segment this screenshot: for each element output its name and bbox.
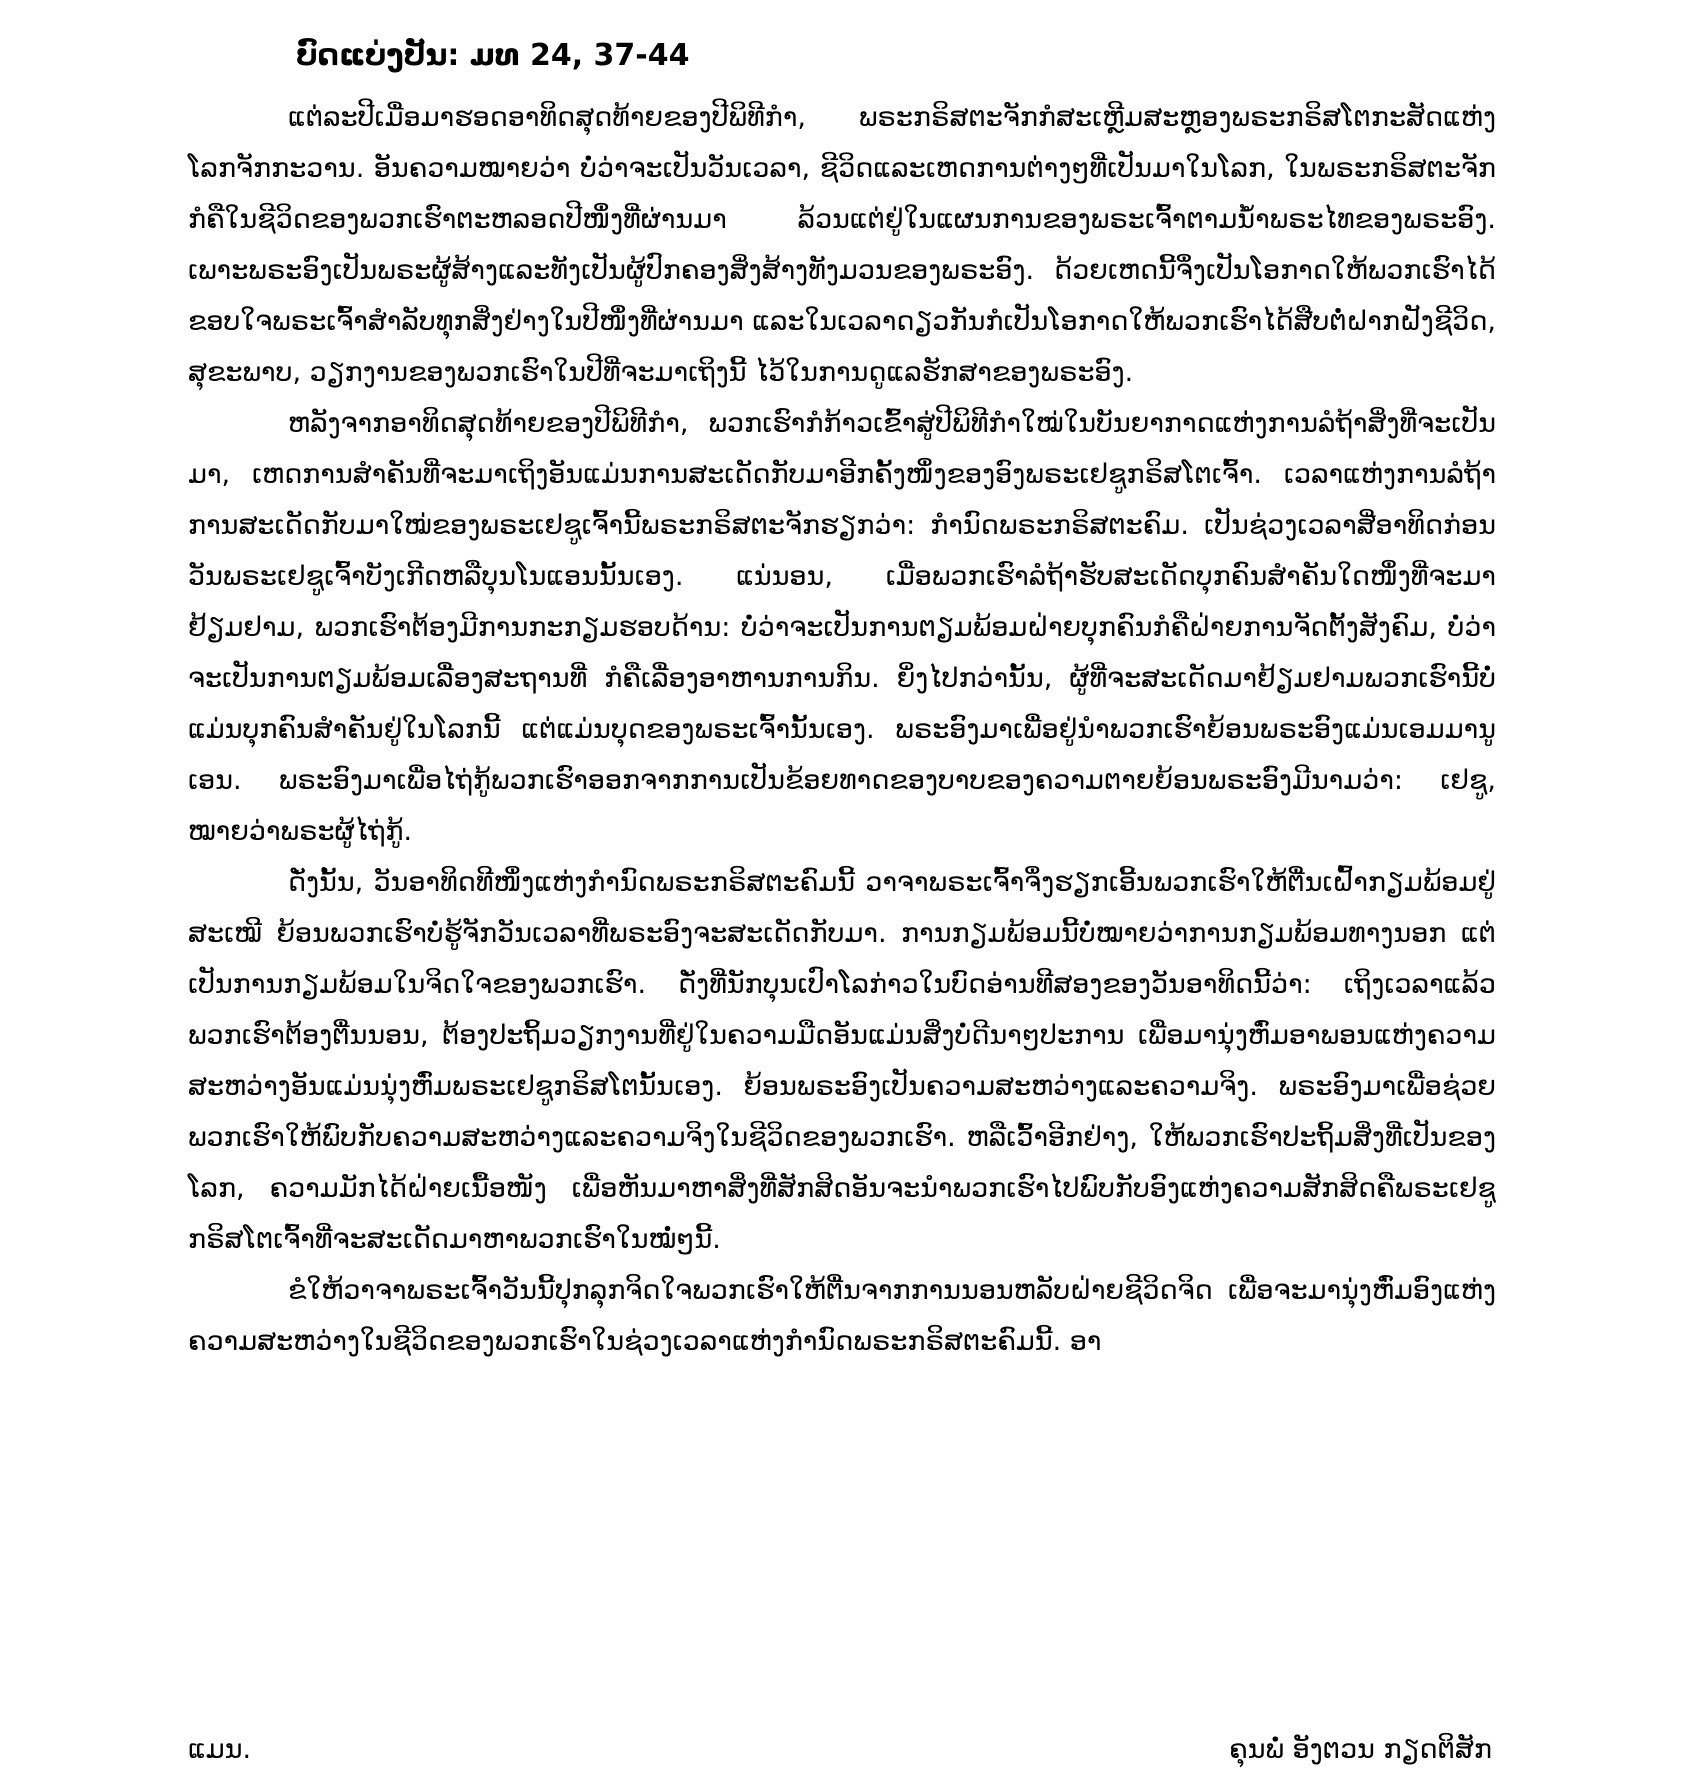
paragraph-1: ແຕ່ລະປີເມື່ອມາຮອດອາທິດສຸດທ້າຍຂອງປີພິທີກຳ, ພຣະກຣິສຕະຈັກກໍສະເຫຼີມສະຫຼອງພຣະກຣິສໂຕກະສັດແຫ່ງໂລກຈັກກະວານ. ອັນຄວາມໝາຍວ່າ ບໍ່ວ່າຈະເປັນວັນເວລາ, ຊີວິດແລະເຫດການຕ່າງໆທີ່ເປັນມາໃນໂລກ, ໃນພຣະກຣິສຕະຈັກ ກໍຄືໃນຊີວິດຂອງພວກເຮົາຕະຫລອດປີໜຶ່ງທີ່ຜ່ານມາ ລ້ວນແຕ່ຢູ່ໃນແຜນການຂອງພຣະເຈົ້າຕາມນ້ຳພຣະໄທຂອງພຣະອົງ. ເພາະພຣະອົງເປັນພຣະຜູ້ສ້າງແລະທັງເປັນຜູ້ປົກຄອງສິ່ງສ້າງທັງມວນຂອງພຣະອົງ. ດ້ວຍເຫດນີ້ຈຶ່ງເປັນໂອກາດໃຫ້ພວກເຮົາໄດ້ຂອບໃຈພຣະເຈົ້າສຳລັບທຸກສິ່ງຢ່າງໃນປີໜຶ່ງທີ່ຜ່ານມາ ແລະໃນເວລາດຽວກັນກໍເປັນໂອກາດໃຫ້ພວກເຮົາໄດ້ສືບຕໍ່ຝາກຝັງຊີວິດ, ສຸຂະພາບ, ວຽກງານຂອງພວກເຮົາໃນປີທີ່ຈະມາເຖິງນີ້ ໄວ້ໃນການດູແລຮັກສາຂອງພຣະອົງ. <box>188 102 1496 388</box>
paragraph-2: ຫລັງຈາກອາທິດສຸດທ້າຍຂອງປີພິທີກຳ, ພວກເຮົາກໍກ້າວເຂົ້າສູ່ປີພິທີກຳໃໝ່ໃນບັນຍາກາດແຫ່ງການລໍຖ້າສິ່ງທີ່ຈະເປັນມາ, ເຫດການສຳຄັນທີ່ຈະມາເຖິງອັນແມ່ນການສະເດັດກັບມາອີກຄັ້ງໜຶ່ງຂອງອົງພຣະເຢຊູກຣິສໂຕເຈົ້າ. ເວລາແຫ່ງການລໍຖ້າການສະເດັດກັບມາໃໝ່ຂອງພຣະເຢຊູເຈົ້ານີ້ພຣະກຣິສຕະຈັກຮຽກວ່າ: ກຳນົດພຣະກຣິສຕະຄົມ. ເປັນຊ່ວງເວລາສີ່ອາທິດກ່ອນວັນພຣະເຢຊູເຈົ້າບັງເກີດຫລືບຸນໂນແອນນັ້ນເອງ. ແນ່ນອນ, ເມື່ອພວກເຮົາລໍຖ້າຮັບສະເດັດບຸກຄົນສຳຄັນໃດໜຶ່ງທີ່ຈະມາຢ້ຽມຢາມ, ພວກເຮົາຕ້ອງມີການກະກຽມຮອບດ້ານ: ບໍ່ວ່າຈະເປັນການຕຽມພ້ອມຝ່າຍບຸກຄົນກໍຄືຝ່າຍການຈັດຕັ້ງສັງຄົມ, ບໍ່ວ່າຈະເປັນການຕຽມພ້ອມເລື່ອງສະຖານທີ່ ກໍຄືເລື່ອງອາຫານການກິນ. ຍິ່ງໄປກວ່ານັ້ນ, ຜູ້ທີ່ຈະສະເດັດມາຢ້ຽມຢາມພວກເຮົານີ້ບໍ່ແມ່ນບຸກຄົນສຳຄັນຢູ່ໃນໂລກນີ້ ແຕ່ແມ່ນບຸດຂອງພຣະເຈົ້ານັ້ນເອງ. ພຣະອົງມາເພື່ອຢູ່ນຳພວກເຮົາຍ້ອນພຣະອົງແມ່ນເອມມານູເອນ. ພຣະອົງມາເພື່ອໄຖ່ກູ້ພວກເຮົາອອກຈາກການເປັນຂ້ອຍທາດຂອງບາບຂອງຄວາມຕາຍຍ້ອນພຣະອົງມີນາມວ່າ: ເຢຊູ, ໝາຍວ່າພຣະຜູ້ໄຖ່ກູ້. <box>188 408 1496 847</box>
author-signature: ຄຸນພໍ່ ອັງຕວນ ກຽດຕິສັກ <box>1229 1734 1492 1765</box>
closing-word: ແມນ. <box>188 1734 252 1765</box>
paragraph-4: ຂໍໃຫ້ວາຈາພຣະເຈົ້າວັນນີ້ປຸກລຸກຈິດໃຈພວກເຮົາໃຫ້ຕື່ນຈາກການນອນຫລັບຝ່າຍຊີວິດຈິດ ເພື່ອຈະມານຸ່ງຫົ່ມອົງແຫ່ງຄວາມສະຫວ່າງໃນຊີວິດຂອງພວກເຮົາໃນຊ່ວງເວລາແຫ່ງກຳນົດພຣະກຣິສຕະຄົມນີ້. ອາ <box>188 1275 1496 1357</box>
paragraph-3: ດັ່ງນັ້ນ, ວັນອາທິດທີໜຶ່ງແຫ່ງກຳນົດພຣະກຣິສຕະຄົມນີ້ ວາຈາພຣະເຈົ້າຈຶ່ງຮຽກເອີ້ນພວກເຮົາໃຫ້ຕື່ນເຝົ້າກຽມພ້ອມຢູ່ສະເໝີ ຍ້ອນພວກເຮົາບໍ່ຮູ້ຈັກວັນເວລາທີ່ພຣະອົງຈະສະເດັດກັບມາ. ການກຽມພ້ອມນີ້ບໍ່ໝາຍວ່າການກຽມພ້ອມທາງນອກ ແຕ່ເປັນການກຽມພ້ອມໃນຈິດໃຈຂອງພວກເຮົາ. ດັ່ງທີ່ນັກບຸນເປົາໂລກ່າວໃນບົດອ່ານທີສອງຂອງວັນອາທິດນີ້ວ່າ: ເຖິງເວລາແລ້ວພວກເຮົາຕ້ອງຕື່ນນອນ, ຕ້ອງປະຖິ້ມວຽກງານທີ່ຢູ່ໃນຄວາມມືດອັນແມ່ນສິ່ງບໍ່ດີນາໆປະການ ເພື່ອມານຸ່ງຫົ່ມອາພອນແຫ່ງຄວາມສະຫວ່າງອັນແມ່ນນຸ່ງຫົ່ມພຣະເຢຊູກຣິສໂຕນັ້ນເອງ. ຍ້ອນພຣະອົງເປັນຄວາມສະຫວ່າງແລະຄວາມຈິງ. ພຣະອົງມາເພື່ອຊ່ວຍພວກເຮົາໃຫ້ພົບກັບຄວາມສະຫວ່າງແລະຄວາມຈິງໃນຊີວິດຂອງພວກເຮົາ. ຫລືເວົ້າອີກຢ່າງ, ໃຫ້ພວກເຮົາປະຖິ້ມສິ່ງທີ່ເປັນຂອງໂລກ, ຄວາມມັກໄດ້ຝ່າຍເນື້ອໜັງ ເພື່ອຫັນມາຫາສິ່ງທີ່ສັກສິດອັນຈະນຳພວກເຮົາໄປພົບກັບອົງແຫ່ງຄວາມສັກສິດຄືພຣະເຢຊູກຣິສໂຕເຈົ້າທີ່ຈະສະເດັດມາຫາພວກເຮົາໃນໝໍ່ໆນີ້. <box>188 867 1496 1255</box>
document-heading: ບົດແບ່ງປັນ: ມທ 24, 37-44 <box>296 38 690 73</box>
document-body <box>188 92 1496 1367</box>
